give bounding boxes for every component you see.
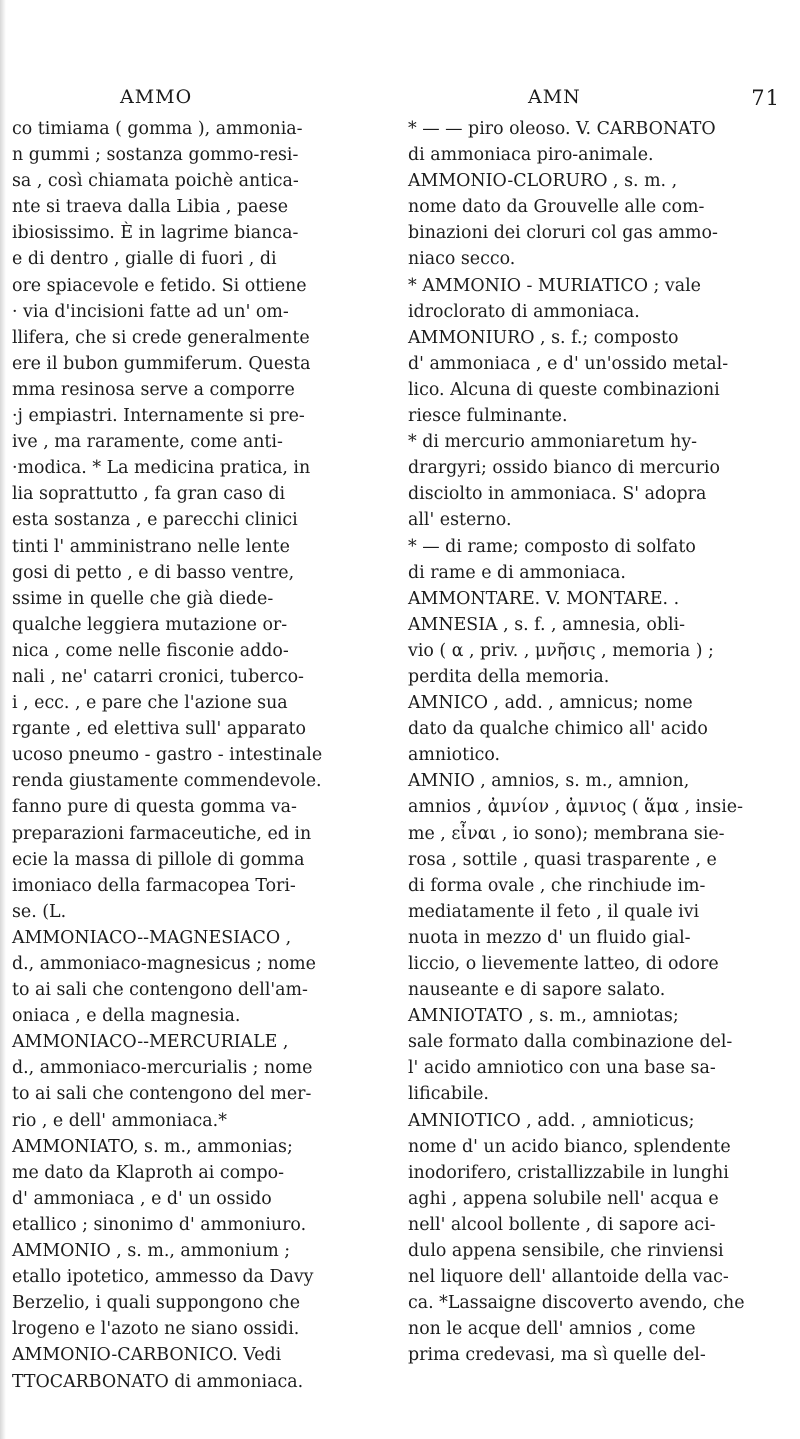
text-line: gosi di petto , e di basso ventre, (12, 562, 295, 583)
text-line: di rame e di ammoniaca. (408, 562, 626, 583)
text-line: e di dentro , gialle di fuori , di (12, 249, 277, 270)
text-line: qualche leggiera mutazione or- (12, 614, 288, 635)
text-line: preparazioni farmaceutiche, ed in (12, 823, 312, 844)
text-line: AMNICO , add. , amnicus; nome (408, 693, 693, 714)
text-line: lia soprattutto , fa gran caso di (12, 484, 286, 505)
text-line: amniotico. (408, 745, 501, 766)
text-line: rgante , ed elettiva sull' apparato (12, 719, 306, 740)
text-line: idroclorato di ammoniaca. (408, 301, 640, 322)
text-line: all' esterno. (408, 510, 512, 531)
text-line: AMNIOTATO , s. m., amniotas; (408, 1006, 679, 1027)
left-text-column (12, 116, 392, 1395)
text-line: AMMONIACO--MAGNESIACO , (12, 927, 292, 948)
text-line: * — — piro oleoso. V. CARBONATO (408, 119, 716, 139)
text-line: renda giustamente commendevole. (12, 771, 322, 792)
text-line: * AMMONIO - MURIATICO ; vale (408, 275, 701, 296)
text-line: prima credevasi, ma sì quelle del- (408, 1345, 706, 1366)
text-line: di forma ovale , che rinchiude im- (408, 875, 706, 896)
text-line: nali , ne' catarri cronici, tuberco- (12, 666, 304, 687)
text-line: AMMONIATO, s. m., ammonias; (12, 1136, 293, 1157)
text-line: ucoso pneumo - gastro - intestinale (12, 745, 323, 766)
text-line: AMMONIO , s. m., ammonium ; (12, 1241, 291, 1262)
text-line: amnios , ἀμνίον , ἀμνιος ( ἅμα , insie- (408, 797, 743, 818)
text-line: d., ammoniaco-mercurialis ; nome (12, 1058, 313, 1079)
left-header-title: AMMO (120, 86, 193, 108)
text-line: ·modica. * La medicina pratica, in (12, 458, 311, 479)
text-line: AMMONIO-CLORURO , s. m. , (408, 171, 678, 192)
text-line: etallico ; sinonimo d' ammoniuro. (12, 1214, 307, 1235)
text-line: se. (L. (12, 901, 67, 922)
text-line: AMMONTARE. V. MONTARE. . (408, 588, 680, 609)
text-line: d' ammoniaca , e d' un ossido (12, 1188, 272, 1209)
text-line: nauseante e di sapore salato. (408, 980, 666, 1001)
text-line: me dato da Klaproth ai compo- (12, 1162, 285, 1183)
text-line: * di mercurio ammoniaretum hy- (408, 432, 698, 453)
text-line: n gummi ; sostanza gommo-resi- (12, 145, 299, 166)
text-line: ecie la massa di pillole di gomma (12, 849, 305, 870)
text-line: ere il bubon gummiferum. Questa (12, 353, 311, 374)
text-line: aghi , appena solubile nell' acqua e (408, 1188, 719, 1209)
text-line: dato da qualche chimico all' acido (408, 719, 708, 740)
text-line: vio ( α , priv. , μνῆσις , memoria ) ; (408, 640, 714, 661)
text-line: disciolto in ammoniaca. S' adopra (408, 484, 707, 505)
text-line: drargyri; ossido bianco di mercurio (408, 458, 720, 479)
text-line: i , ecc. , e pare che l'azione sua (12, 693, 288, 714)
text-line: fanno pure di questa gomma va- (12, 797, 297, 818)
text-line: AMNIO , amnios, s. m., amnion, (408, 771, 690, 792)
text-line: nell' alcool bollente , di sapore aci- (408, 1214, 716, 1235)
text-line: AMNIOTICO , add. , amnioticus; (408, 1110, 695, 1131)
right-running-header (408, 86, 784, 116)
text-line: tinti l' amministrano nelle lente (12, 536, 290, 557)
text-line: ssime in quelle che già diede- (12, 588, 274, 609)
text-line: sale formato dalla combinazione del- (408, 1032, 733, 1053)
text-line: ca. *Lassaigne discoverto avendo, che (408, 1293, 745, 1314)
text-line: rio , e dell' ammoniaca.* (12, 1110, 227, 1131)
text-line: d' ammoniaca , e d' un'ossido metal- (408, 353, 729, 374)
text-line: binazioni dei cloruri col gas ammo- (408, 223, 718, 244)
page-number: 71 (751, 86, 780, 110)
text-line: ore spiacevole e fetido. Si ottiene (12, 275, 307, 296)
text-line: AMMONIURO , s. f.; composto (408, 327, 679, 348)
text-line: niaco secco. (408, 249, 516, 270)
text-line: to ai sali che contengono dell'am- (12, 980, 308, 1001)
text-line: di ammoniaca piro-animale. (408, 145, 654, 166)
page-binding-edge (0, 0, 6, 1439)
text-line: nte si traeva dalla Libia , paese (12, 197, 288, 218)
right-text-column (408, 116, 784, 1369)
text-line: Berzelio, i quali suppongono che (12, 1293, 301, 1314)
text-line: l' acido amniotico con una base sa- (408, 1058, 716, 1079)
text-line: AMNESIA , s. f. , amnesia, obli- (408, 614, 685, 635)
right-header-title: AMN (528, 86, 581, 108)
text-line: oniaca , e della magnesia. (12, 1006, 241, 1027)
text-line: lificabile. (408, 1084, 489, 1105)
text-line: non le acque dell' amnios , come (408, 1319, 696, 1340)
text-line: rosa , sottile , quasi trasparente , e (408, 849, 717, 870)
text-line: AMMONIACO--MERCURIALE , (12, 1032, 289, 1053)
text-line: ·j empiastri. Internamente si pre- (12, 406, 305, 427)
text-line: riesce fulminante. (408, 406, 568, 427)
text-line: lrogeno e l'azoto ne siano ossidi. (12, 1319, 300, 1340)
text-line: AMMONIO-CARBONICO. Vedi (12, 1345, 282, 1366)
text-line: TTOCARBONATO di ammoniaca. (12, 1371, 304, 1392)
text-line: esta sostanza , e parecchi clinici (12, 510, 298, 531)
text-line: me , εἶναι , io sono); membrana sie- (408, 823, 725, 844)
text-line: nome d' un acido bianco, splendente (408, 1136, 731, 1157)
text-line: d., ammoniaco-magnesicus ; nome (12, 954, 316, 974)
text-line: nica , come nelle fisconie addo- (12, 640, 289, 661)
text-line: · via d'incisioni fatte ad un' om- (12, 301, 289, 322)
text-line: nuota in mezzo d' un fluido gial- (408, 927, 691, 948)
text-line: liccio, o lievemente latteo, di odore (408, 954, 719, 974)
text-line: lico. Alcuna di queste combinazioni (408, 379, 720, 400)
left-running-header (20, 86, 392, 116)
text-line: ibiosissimo. È in lagrime bianca- (12, 223, 299, 244)
text-line: llifera, che si crede generalmente (12, 327, 310, 348)
text-line: ive , ma raramente, come anti- (12, 432, 283, 453)
text-line: imoniaco della farmacopea Tori- (12, 875, 296, 896)
text-line: mediatamente il feto , il quale ivi (408, 901, 700, 922)
text-line: dulo appena sensibile, che rinviensi (408, 1241, 724, 1262)
text-line: inodorifero, cristallizzabile in lunghi (408, 1162, 729, 1183)
text-line: perdita della memoria. (408, 666, 610, 687)
text-line: mma resinosa serve a comporre (12, 379, 295, 400)
text-line: * — di rame; composto di solfato (408, 536, 696, 557)
text-line: to ai sali che contengono del mer- (12, 1084, 312, 1105)
text-line: etallo ipotetico, ammesso da Davy (12, 1267, 314, 1288)
text-line: sa , così chiamata poichè antica- (12, 171, 299, 192)
text-line: nome dato da Grouvelle alle com- (408, 197, 705, 218)
text-line: nel liquore dell' allantoide della vac- (408, 1267, 729, 1288)
text-line: co timiama ( gomma ), ammonia- (12, 119, 303, 139)
